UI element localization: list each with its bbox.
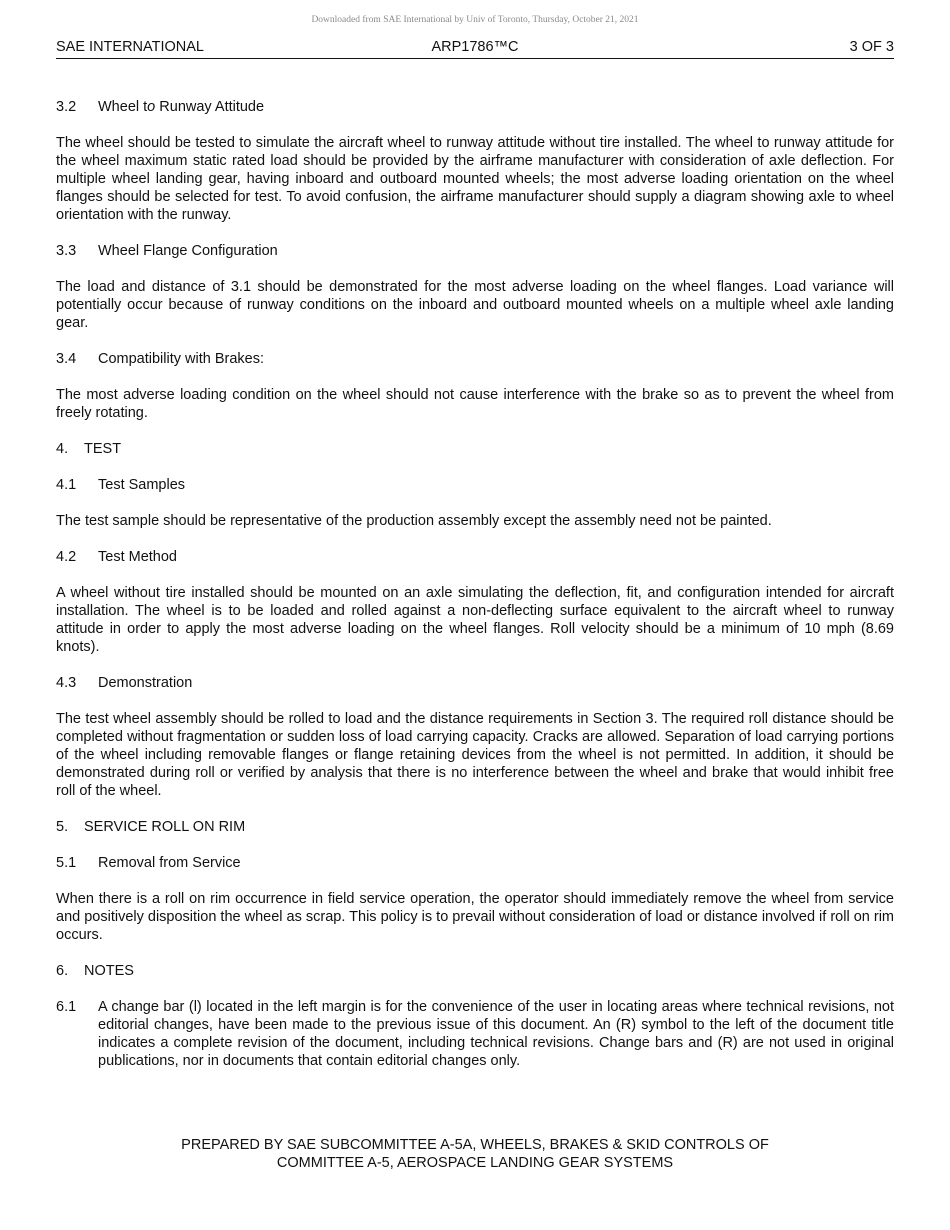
section-number: 4.3 — [56, 675, 77, 691]
section-title: NOTES — [84, 963, 134, 979]
header-organization: SAE INTERNATIONAL — [56, 39, 204, 55]
note-text: A change bar (l) located in the left margin is for the convenience of the user in locating areas where technical revisions, not editorial changes, have been made to the previous issue of this document. An (R) symbol to the left of the document title indicates a complete revision of the document, including technical revisions. Change bars and (R) are not used in original publications, nor in documents that contain editorial changes only. — [98, 999, 894, 1069]
section-heading-3-4 — [56, 350, 894, 368]
section-title: Wheel Flange Configuration — [98, 243, 278, 259]
section-heading-5 — [56, 818, 894, 836]
section-title-part: Wheel t — [98, 99, 148, 115]
paragraph-3-2: The wheel should be tested to simulate the aircraft wheel to runway attitude without tire installed. The wheel to runway attitude for the wheel maximum static rated load should be provided by the airframe manufacturer with consideration of axle deflection. For multiple wheel landing gear, having inboard and outboard mounted wheels; the most adverse loading orientation on the wheel flanges should be selected for test. To avoid confusion, the airframe manufacturer should supply a diagram showing axle to wheel orientation with the runway. — [56, 135, 894, 223]
document-body — [56, 98, 894, 1070]
section-number: 6.1 — [56, 999, 77, 1015]
paragraph-4-3: The test wheel assembly should be rolled to load and the distance requirements in Section 3. The required roll distance should be completed without fragmentation or sudden loss of load carrying capacity. Cracks are allowed. Separation of load carrying portions of the wheel including removable flanges or flange retaining devices from the wheel is not permitted. In addition, it should be demonstrated during roll or verified by analysis that there is no interference between the wheel and brake that would inhibit free roll of the wheel. — [56, 711, 894, 799]
footer-line-2: COMMITTEE A-5, AEROSPACE LANDING GEAR SYSTEMS — [276, 1155, 674, 1171]
paragraph-5-1: When there is a roll on rim occurrence in field service operation, the operator should immediately remove the wheel from service and positively disposition the wheel as scrap. This policy is to prevail without consideration of load or distance involved if roll on rim occurs. — [56, 891, 894, 943]
section-heading-4-2 — [56, 548, 894, 566]
header-page-number: 3 OF 3 — [849, 39, 894, 55]
section-number: 4.1 — [56, 477, 77, 493]
section-heading-4-3 — [56, 674, 894, 692]
section-number: 4. — [56, 441, 69, 457]
paragraph-3-3: The load and distance of 3.1 should be demonstrated for the most adverse loading on the wheel flanges. Load variance will potentially occur because of runway conditions on the inboard and outboard mounted wheels on a multiple wheel axle landing gear. — [56, 279, 894, 331]
section-number: 3.3 — [56, 243, 77, 259]
section-heading-5-1 — [56, 854, 894, 872]
section-title: Compatibility with Brakes: — [98, 351, 264, 367]
page-footer — [0, 1136, 950, 1172]
section-number: 5.1 — [56, 855, 77, 871]
section-number: 4.2 — [56, 549, 77, 565]
section-number: 5. — [56, 819, 69, 835]
section-heading-4-1 — [56, 476, 894, 494]
section-title: SERVICE ROLL ON RIM — [84, 819, 246, 835]
section-title: Removal from Service — [98, 855, 241, 871]
section-title-part: Runway Attitude — [155, 99, 265, 115]
section-number: 3.2 — [56, 99, 77, 115]
page-header — [56, 39, 894, 59]
footer-line-1: PREPARED BY SAE SUBCOMMITTEE A-5A, WHEELS, BRAKES & SKID CONTROLS OF — [181, 1137, 769, 1153]
download-watermark: Downloaded from SAE International by Univ of Toronto, Thursday, October 21, 2021 — [311, 15, 639, 25]
section-title-part: o — [147, 99, 156, 115]
paragraph-4-1: The test sample should be representative of the production assembly except the assembly need not be painted. — [56, 513, 772, 529]
section-title: Test Samples — [98, 477, 186, 493]
paragraph-3-4: The most adverse loading condition on the wheel should not cause interference with the brake so as to prevent the wheel from freely rotating. — [56, 387, 894, 421]
header-document-id: ARP1786™C — [431, 39, 519, 55]
section-heading-3-2 — [56, 98, 894, 116]
paragraph-4-2: A wheel without tire installed should be mounted on an axle simulating the deflection, fit, and configuration intended for aircraft installation. The wheel is to be loaded and rolled against a non-deflecting surface equivalent to the aircraft wheel to runway attitude in order to apply the most adverse loading on the wheel flanges. Roll velocity should be a minimum of 10 mph (8.69 knots). — [56, 585, 894, 655]
section-title: TEST — [84, 441, 122, 457]
section-title: Demonstration — [98, 675, 193, 691]
note-6-1 — [56, 998, 894, 1070]
section-title: Test Method — [98, 549, 177, 565]
section-number: 3.4 — [56, 351, 77, 367]
section-heading-6 — [56, 962, 894, 980]
section-number: 6. — [56, 963, 69, 979]
section-heading-3-3 — [56, 242, 894, 260]
section-heading-4 — [56, 440, 894, 458]
